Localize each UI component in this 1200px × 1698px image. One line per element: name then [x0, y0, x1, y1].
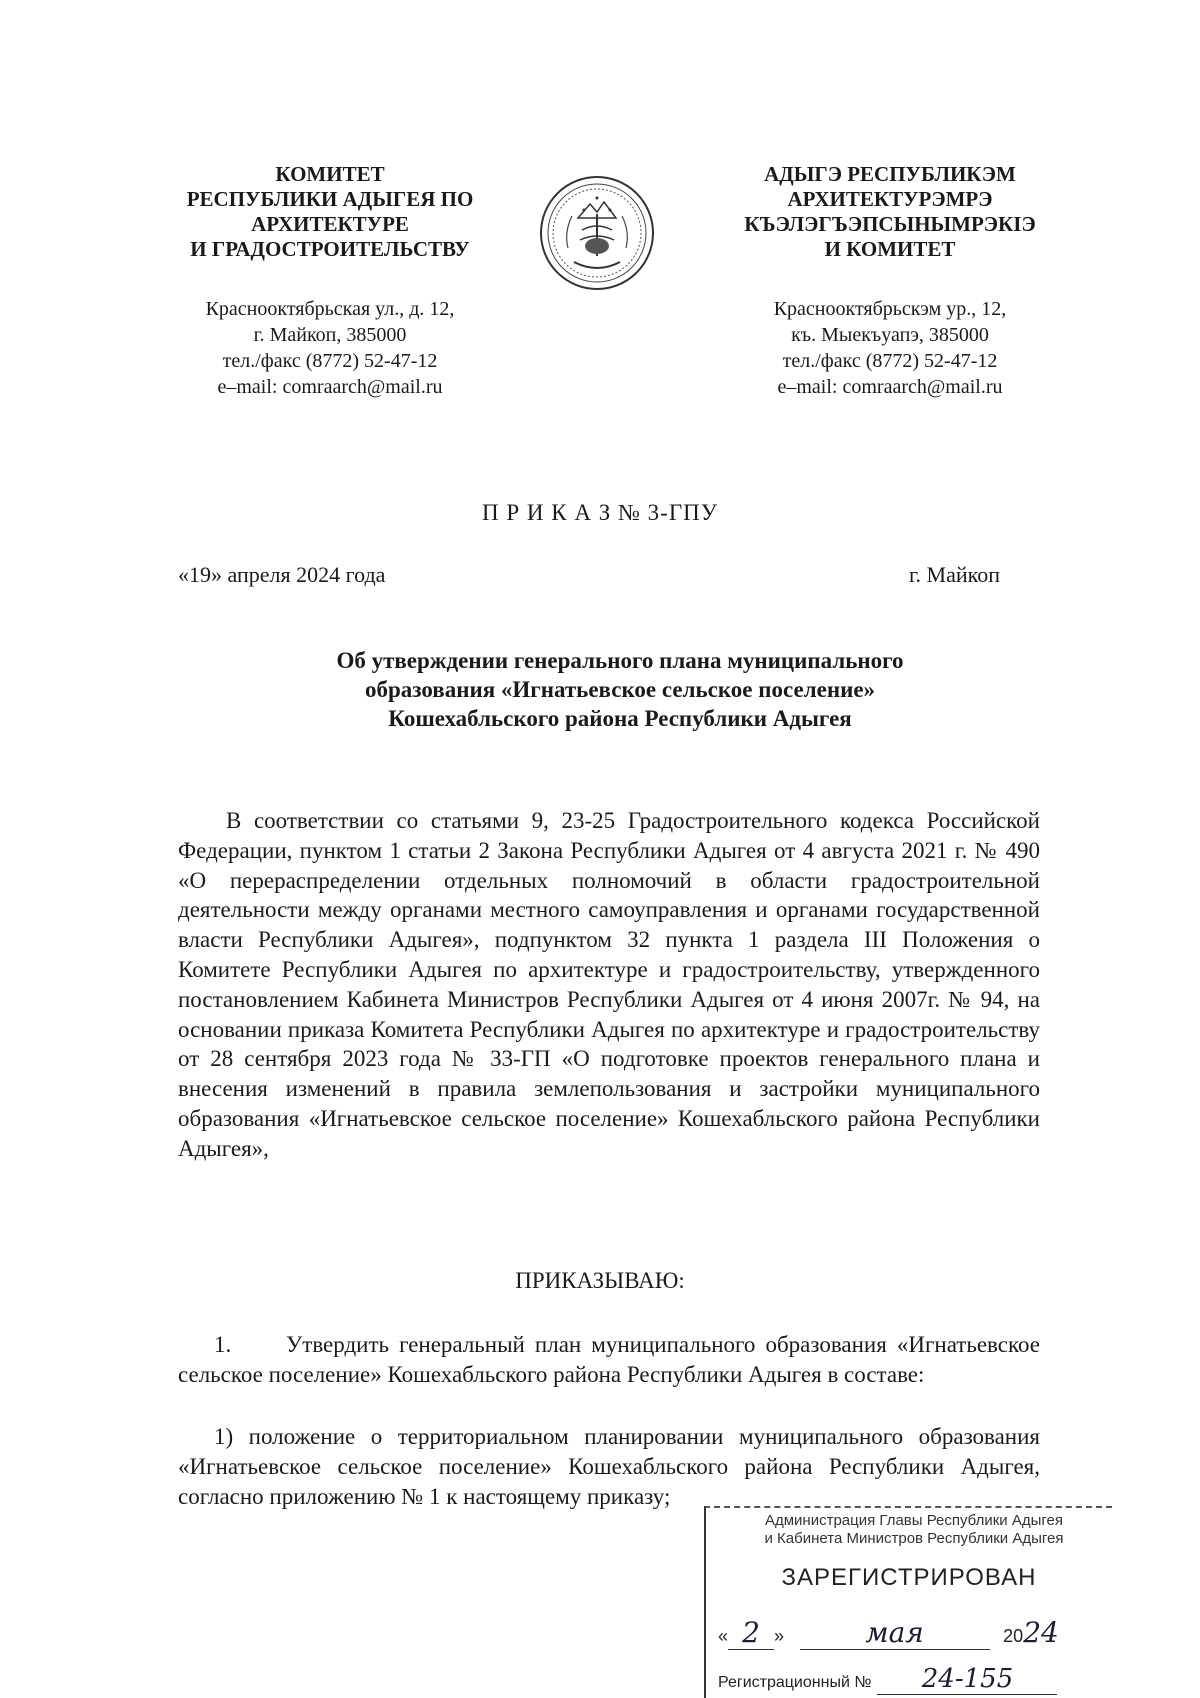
- stamp-month: мая: [800, 1616, 990, 1650]
- org-name-left-line: И ГРАДОСТРОИТЕЛЬСТВУ: [190, 237, 470, 261]
- order-item-1: [178, 1330, 1040, 1390]
- item-number: 1.: [214, 1332, 232, 1357]
- phone-fax-line: тел./факс (8772) 52-47-12: [782, 350, 998, 372]
- org-name-right-line: АДЫГЭ РЕСПУБЛИКЭМ: [764, 162, 1016, 186]
- stamp-reg-label: Регистрационный №: [718, 1674, 872, 1691]
- decree-heading: ПРИКАЗЫВАЮ:: [515, 1268, 685, 1293]
- stamp-year-prefix: 20: [1003, 1626, 1024, 1646]
- org-name-right: [690, 162, 1090, 262]
- order-title: П Р И К А З № 3-ГПУ: [481, 500, 719, 525]
- org-name-left-line: АРХИТЕКТУРЕ: [251, 212, 409, 236]
- stamp-org-line: Администрация Главы Республики Адыгея: [764, 1512, 1063, 1529]
- org-name-left-line: РЕСПУБЛИКИ АДЫГЕЯ ПО: [186, 187, 474, 211]
- order-city: г. Майкоп: [909, 562, 1000, 587]
- address-line: Краснооктябрьскэм ур., 12,: [773, 298, 1007, 320]
- org-name-right-line: КЪЭЛЭГЪЭПСЫНЫМРЭКІЭ: [744, 212, 1036, 236]
- org-name-right-line: АРХИТЕКТУРЭМРЭ: [787, 187, 993, 211]
- subject-line: Об утверждении генерального плана муниципального: [336, 648, 904, 673]
- coat-of-arms-icon: [538, 174, 656, 292]
- stamp-date: « 2 » мая 2024: [718, 1616, 1059, 1649]
- address-line: къ. Мыекъуапэ, 385000: [791, 324, 989, 346]
- subject-line: образования «Игнатьевское сельское поселение»: [364, 677, 876, 702]
- org-name-left: [150, 162, 510, 262]
- org-address-left: [150, 296, 510, 400]
- stamp-org-line: и Кабинета Министров Республики Адыгея: [764, 1530, 1064, 1547]
- stamp-reg-number: 24-155: [877, 1664, 1057, 1695]
- org-name-right-line: И КОМИТЕТ: [824, 237, 956, 261]
- stamp-registration: [718, 1664, 1108, 1695]
- stamp-status: ЗАРЕГИСТРИРОВАН: [781, 1564, 1037, 1591]
- org-address-right: [690, 296, 1090, 400]
- org-name-left-line: КОМИТЕТ: [275, 162, 385, 186]
- stamp-org: [720, 1512, 1108, 1548]
- registration-stamp: [704, 1506, 1112, 1698]
- email-line: e–mail: comraarch@mail.ru: [217, 376, 443, 398]
- item-text: Утвердить генеральный план муниципального образования «Игнатьевское сельское поселение» Кошехабльского района Республики Адыгея в составе:: [178, 1332, 1040, 1387]
- order-date: «19» апреля 2024 года: [178, 562, 386, 587]
- address-line: Краснооктябрьская ул., д. 12,: [205, 298, 455, 320]
- order-subject: [180, 646, 1060, 733]
- stamp-year-suffix: 24: [1023, 1616, 1059, 1649]
- stamp-day: 2: [728, 1616, 774, 1650]
- phone-fax-line: тел./факс (8772) 52-47-12: [222, 350, 438, 372]
- email-line: e–mail: comraarch@mail.ru: [777, 376, 1003, 398]
- order-subitem-1: 1) положение о территориальном планировании муниципального образования «Игнатьевское сельское поселение» Кошехабльского района Республики Адыгея, согласно приложению № 1 к настоящему приказу;: [178, 1424, 1040, 1509]
- preamble-paragraph: В соответствии со статьями 9, 23-25 Градостроительного кодекса Российской Федерации, пунктом 1 статьи 2 Закона Республики Адыгея от 4 августа 2021 г. № 490 «О перераспределении отдельных полномочий в области градостроительной деятельности между органами местного самоуправления и органами государственной власти Республики Адыгея», подпунктом 32 пункта 1 раздела III Положения о Комитете Республики Адыгея по архитектуре и градостроительству, утвержденного постановлением Кабинета Министров Республики Адыгея от 4 июня 2007г. № 94, на основании приказа Комитета Республики Адыгея по архитектуре и градостроительству от 28 сентября 2023 года № 33-ГП «О подготовке проектов генерального плана и внесения изменений в правила землепользования и застройки муниципального образования «Игнатьевское сельское поселение» Кошехабльского района Республики Адыгея»,: [178, 808, 1040, 1161]
- subject-line: Кошехабльского района Республики Адыгея: [388, 706, 852, 731]
- address-line: г. Майкоп, 385000: [253, 324, 407, 346]
